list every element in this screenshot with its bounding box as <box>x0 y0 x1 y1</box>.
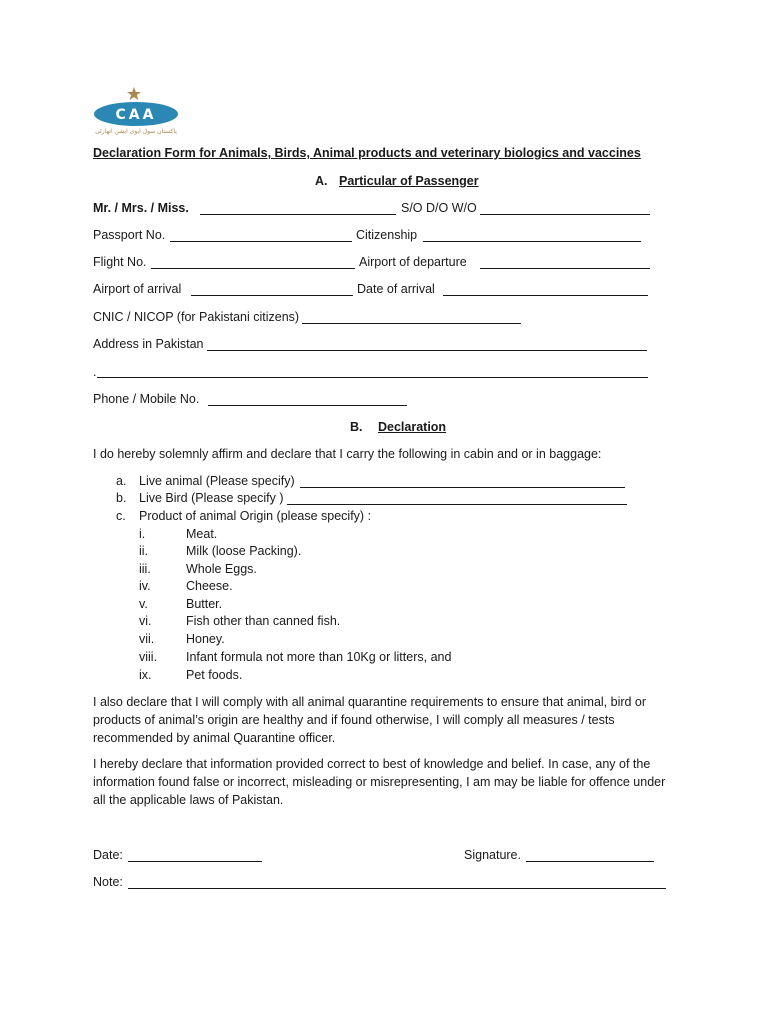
section-b-title: Declaration <box>377 420 447 434</box>
section-b-heading <box>350 421 446 434</box>
flight-field[interactable] <box>151 268 355 269</box>
sub-item-marker: iii. <box>139 562 151 576</box>
address-label: Address in Pakistan <box>93 337 204 351</box>
note-label: Note: <box>93 875 123 889</box>
arrival-label: Airport of arrival <box>93 282 182 296</box>
item-label: Live animal (Please specify) <box>139 474 295 488</box>
signature-label: Signature. <box>464 848 521 862</box>
note-field[interactable] <box>128 888 666 889</box>
sub-item-marker: iv. <box>139 579 151 593</box>
so-label: S/O D/O W/O <box>401 201 477 215</box>
date-field[interactable] <box>128 861 262 862</box>
section-b-letter: B. <box>350 420 363 434</box>
live-animal-field[interactable] <box>300 487 625 488</box>
departure-label: Airport of departure <box>359 255 467 269</box>
sub-item-label: Honey. <box>186 632 225 646</box>
address-cont-dot: . <box>93 365 97 379</box>
sub-item-marker: vi. <box>139 614 152 628</box>
form-title: Declaration Form for Animals, Birds, Animal products and veterinary biologics and vaccines <box>93 146 641 160</box>
name-field[interactable] <box>200 214 396 215</box>
address-field[interactable] <box>207 350 647 351</box>
caa-logo <box>92 86 180 136</box>
date-label: Date: <box>93 848 123 862</box>
phone-label: Phone / Mobile No. <box>93 392 200 406</box>
live-bird-field[interactable] <box>287 504 627 505</box>
sub-item-label: Milk (loose Packing). <box>186 544 302 558</box>
date-arrival-field[interactable] <box>443 295 648 296</box>
item-marker: b. <box>116 491 127 505</box>
item-label: Live Bird (Please specify ) <box>139 491 284 505</box>
sub-item-label: Fish other than canned fish. <box>186 614 341 628</box>
cnic-field[interactable] <box>302 323 521 324</box>
name-label: Mr. / Mrs. / Miss. <box>93 201 189 215</box>
address-field-2[interactable] <box>97 377 648 378</box>
arrival-field[interactable] <box>191 295 353 296</box>
date-arrival-label: Date of arrival <box>357 282 435 296</box>
truth-paragraph: I hereby declare that information provided correct to best of knowledge and belief. In case, any of the information found false or incorrect, misleading or misrepresenting, I am may be liable for offence under all the applicable laws of Pakistan. <box>93 757 666 807</box>
sub-item-label: Meat. <box>186 527 218 541</box>
phone-field[interactable] <box>208 405 407 406</box>
citizenship-field[interactable] <box>423 241 641 242</box>
logo-text: CAA <box>115 107 157 123</box>
logo-subtitle: پاکستان سول ایوی ایشن اتھارٹی <box>95 128 177 135</box>
section-a-letter: A. <box>315 174 328 188</box>
sub-item-marker: v. <box>139 597 148 611</box>
signature-field[interactable] <box>526 861 654 862</box>
item-marker: c. <box>116 509 126 523</box>
section-a-title: Particular of Passenger <box>338 174 479 188</box>
item-marker: a. <box>116 474 127 488</box>
sub-item-label: Whole Eggs. <box>186 562 257 576</box>
so-field[interactable] <box>480 214 650 215</box>
sub-item-marker: i. <box>139 527 146 541</box>
cnic-label: CNIC / NICOP (for Pakistani citizens) <box>93 310 300 324</box>
sub-item-label: Butter. <box>186 597 223 611</box>
passport-field[interactable] <box>170 241 352 242</box>
sub-item-marker: ix. <box>139 668 152 682</box>
comply-paragraph: I also declare that I will comply with all animal quarantine requirements to ensure that animal, bird or products of animal’s origin are healthy and if found otherwise, I will comply all measures / tests recommended by animal Quarantine officer. <box>93 695 647 745</box>
sub-item-marker: vii. <box>139 632 155 646</box>
section-a-heading <box>315 175 479 188</box>
item-label: Product of animal Origin (please specify) : <box>139 509 372 523</box>
sub-item-marker: ii. <box>139 544 149 558</box>
sub-item-label: Pet foods. <box>186 668 243 682</box>
flight-label: Flight No. <box>93 255 147 269</box>
declaration-intro: I do hereby solemnly affirm and declare that I carry the following in cabin and or in baggage: <box>93 447 602 461</box>
sub-item-label: Cheese. <box>186 579 233 593</box>
sub-item-marker: viii. <box>139 650 158 664</box>
passport-label: Passport No. <box>93 228 166 242</box>
star-icon <box>127 87 141 100</box>
sub-item-label: Infant formula not more than 10Kg or litters, and <box>186 650 452 664</box>
citizenship-label: Citizenship <box>356 228 418 242</box>
departure-field[interactable] <box>480 268 650 269</box>
